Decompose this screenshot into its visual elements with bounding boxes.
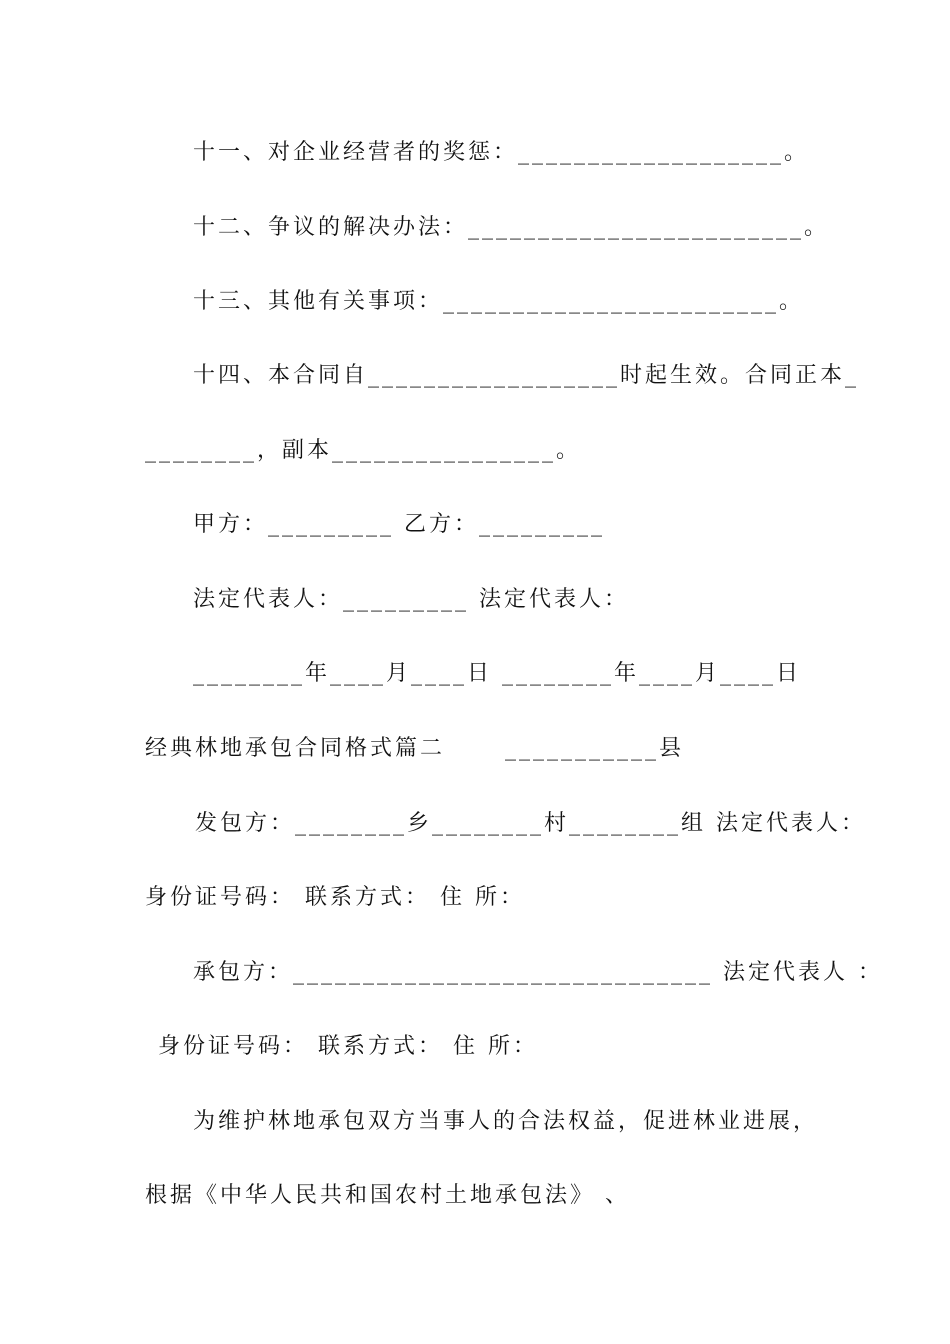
preamble-line-2: 根据《中华人民共和国农村土地承包法》 、 bbox=[145, 1183, 630, 1208]
clause-12-dispute-resolution: 十二、争议的解决办法：________________________。 bbox=[193, 215, 830, 240]
signature-dates: ________年____月____日 ________年____月____日 bbox=[193, 661, 801, 686]
contractor-issuer: 发包方：________乡________村________组 法定代表人： bbox=[195, 811, 866, 836]
clause-14-copies: ________，副本________________。 bbox=[145, 438, 582, 463]
section-heading: 经典林地承包合同格式篇二 ___________县 bbox=[145, 736, 684, 761]
signature-parties: 甲方：_________ 乙方：_________ bbox=[193, 512, 605, 537]
issuer-identity-info: 身份证号码： 联系方式： 住 所： bbox=[145, 885, 525, 910]
clause-13-other-matters: 十三、其他有关事项：________________________。 bbox=[193, 289, 805, 314]
clause-11-rewards: 十一、对企业经营者的奖惩：___________________。 bbox=[193, 140, 810, 165]
contractor-identity-info: 身份证号码： 联系方式： 住 所： bbox=[158, 1034, 538, 1059]
contractor-party: 承包方：______________________________ 法定代表人 ： bbox=[193, 960, 883, 985]
preamble-line-1: 为维护林地承包双方当事人的合法权益，促进林业进展， bbox=[193, 1109, 819, 1134]
signature-legal-representatives: 法定代表人：_________ 法定代表人： bbox=[193, 587, 629, 612]
clause-14-effective-date: 十四、本合同自__________________时起生效。合同正本_ bbox=[193, 363, 860, 388]
